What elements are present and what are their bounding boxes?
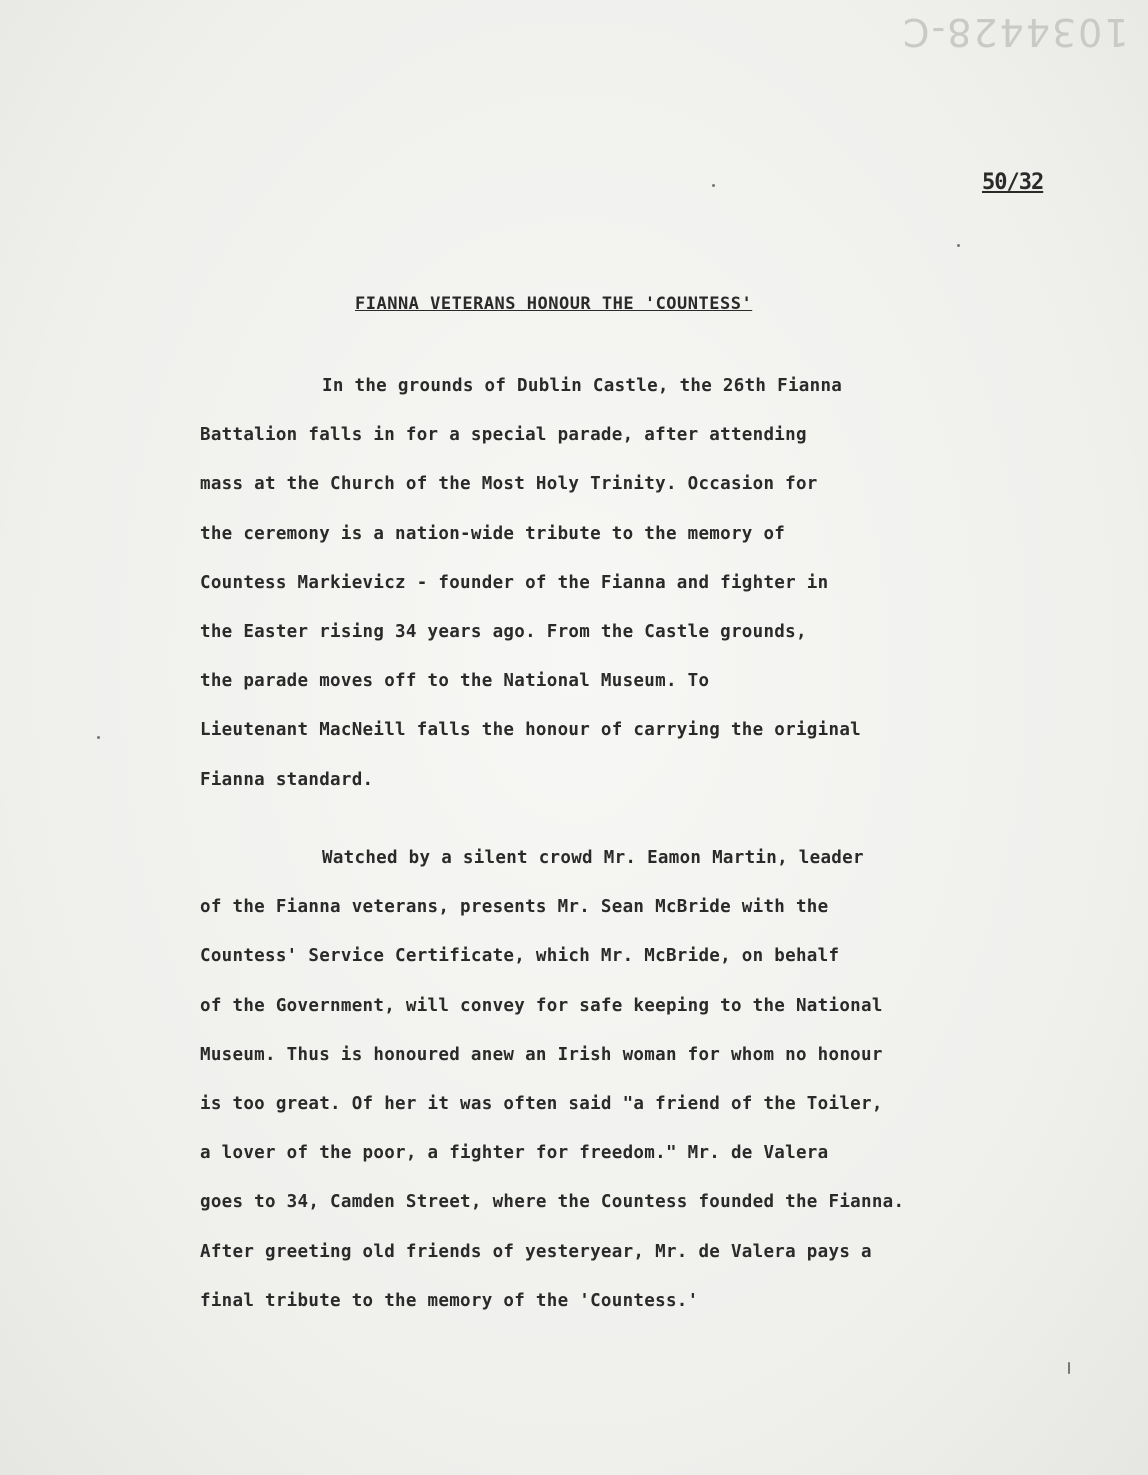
text-line: of the Government, will convey for safe keeping to the National xyxy=(200,995,883,1016)
document-title: FIANNA VETERANS HONOUR THE 'COUNTESS' xyxy=(355,294,753,314)
text-line: of the Fianna veterans, presents Mr. Sean McBride with the xyxy=(200,897,829,918)
text-line: the Easter rising 34 years ago. From the Castle grounds, xyxy=(200,622,807,643)
text-line: goes to 34, Camden Street, where the Countess founded the Fianna. xyxy=(200,1192,905,1213)
reference-number: 50/32 xyxy=(982,170,1044,195)
text-line: After greeting old friends of yesteryear, Mr. de Valera pays a xyxy=(200,1241,872,1262)
text-line: Watched by a silent crowd Mr. Eamon Martin, leader xyxy=(322,848,864,868)
paper-speck xyxy=(712,184,715,187)
paragraph-2 xyxy=(200,834,904,1326)
paper-speck xyxy=(97,736,100,739)
paper-speck xyxy=(957,244,960,247)
text-line: is too great. Of her it was often said "a friend of the Toiler, xyxy=(200,1094,883,1115)
text-line: final tribute to the memory of the 'Countess.' xyxy=(200,1290,699,1311)
text-line: the ceremony is a nation-wide tribute to the memory of xyxy=(200,523,786,544)
text-line: mass at the Church of the Most Holy Trinity. Occasion for xyxy=(200,474,818,495)
text-line: Lieutenant MacNeill falls the honour of carrying the original xyxy=(200,720,861,741)
paper-speck xyxy=(1068,1362,1070,1374)
text-line: the parade moves off to the National Museum. To xyxy=(200,671,710,692)
text-line: Museum. Thus is honoured anew an Irish woman for whom no honour xyxy=(200,1044,883,1065)
text-line: a lover of the poor, a fighter for freedom." Mr. de Valera xyxy=(200,1143,829,1164)
text-line: Countess' Service Certificate, which Mr. McBride, on behalf xyxy=(200,946,840,967)
text-line: Countess Markievicz - founder of the Fianna and fighter in xyxy=(200,572,829,593)
text-line: In the grounds of Dublin Castle, the 26th Fianna xyxy=(322,376,843,396)
handwritten-archive-number: 1034428-C xyxy=(900,10,1128,54)
text-line: Battalion falls in for a special parade, after attending xyxy=(200,425,807,446)
text-line: Fianna standard. xyxy=(200,769,374,790)
paragraph-1 xyxy=(200,362,861,805)
